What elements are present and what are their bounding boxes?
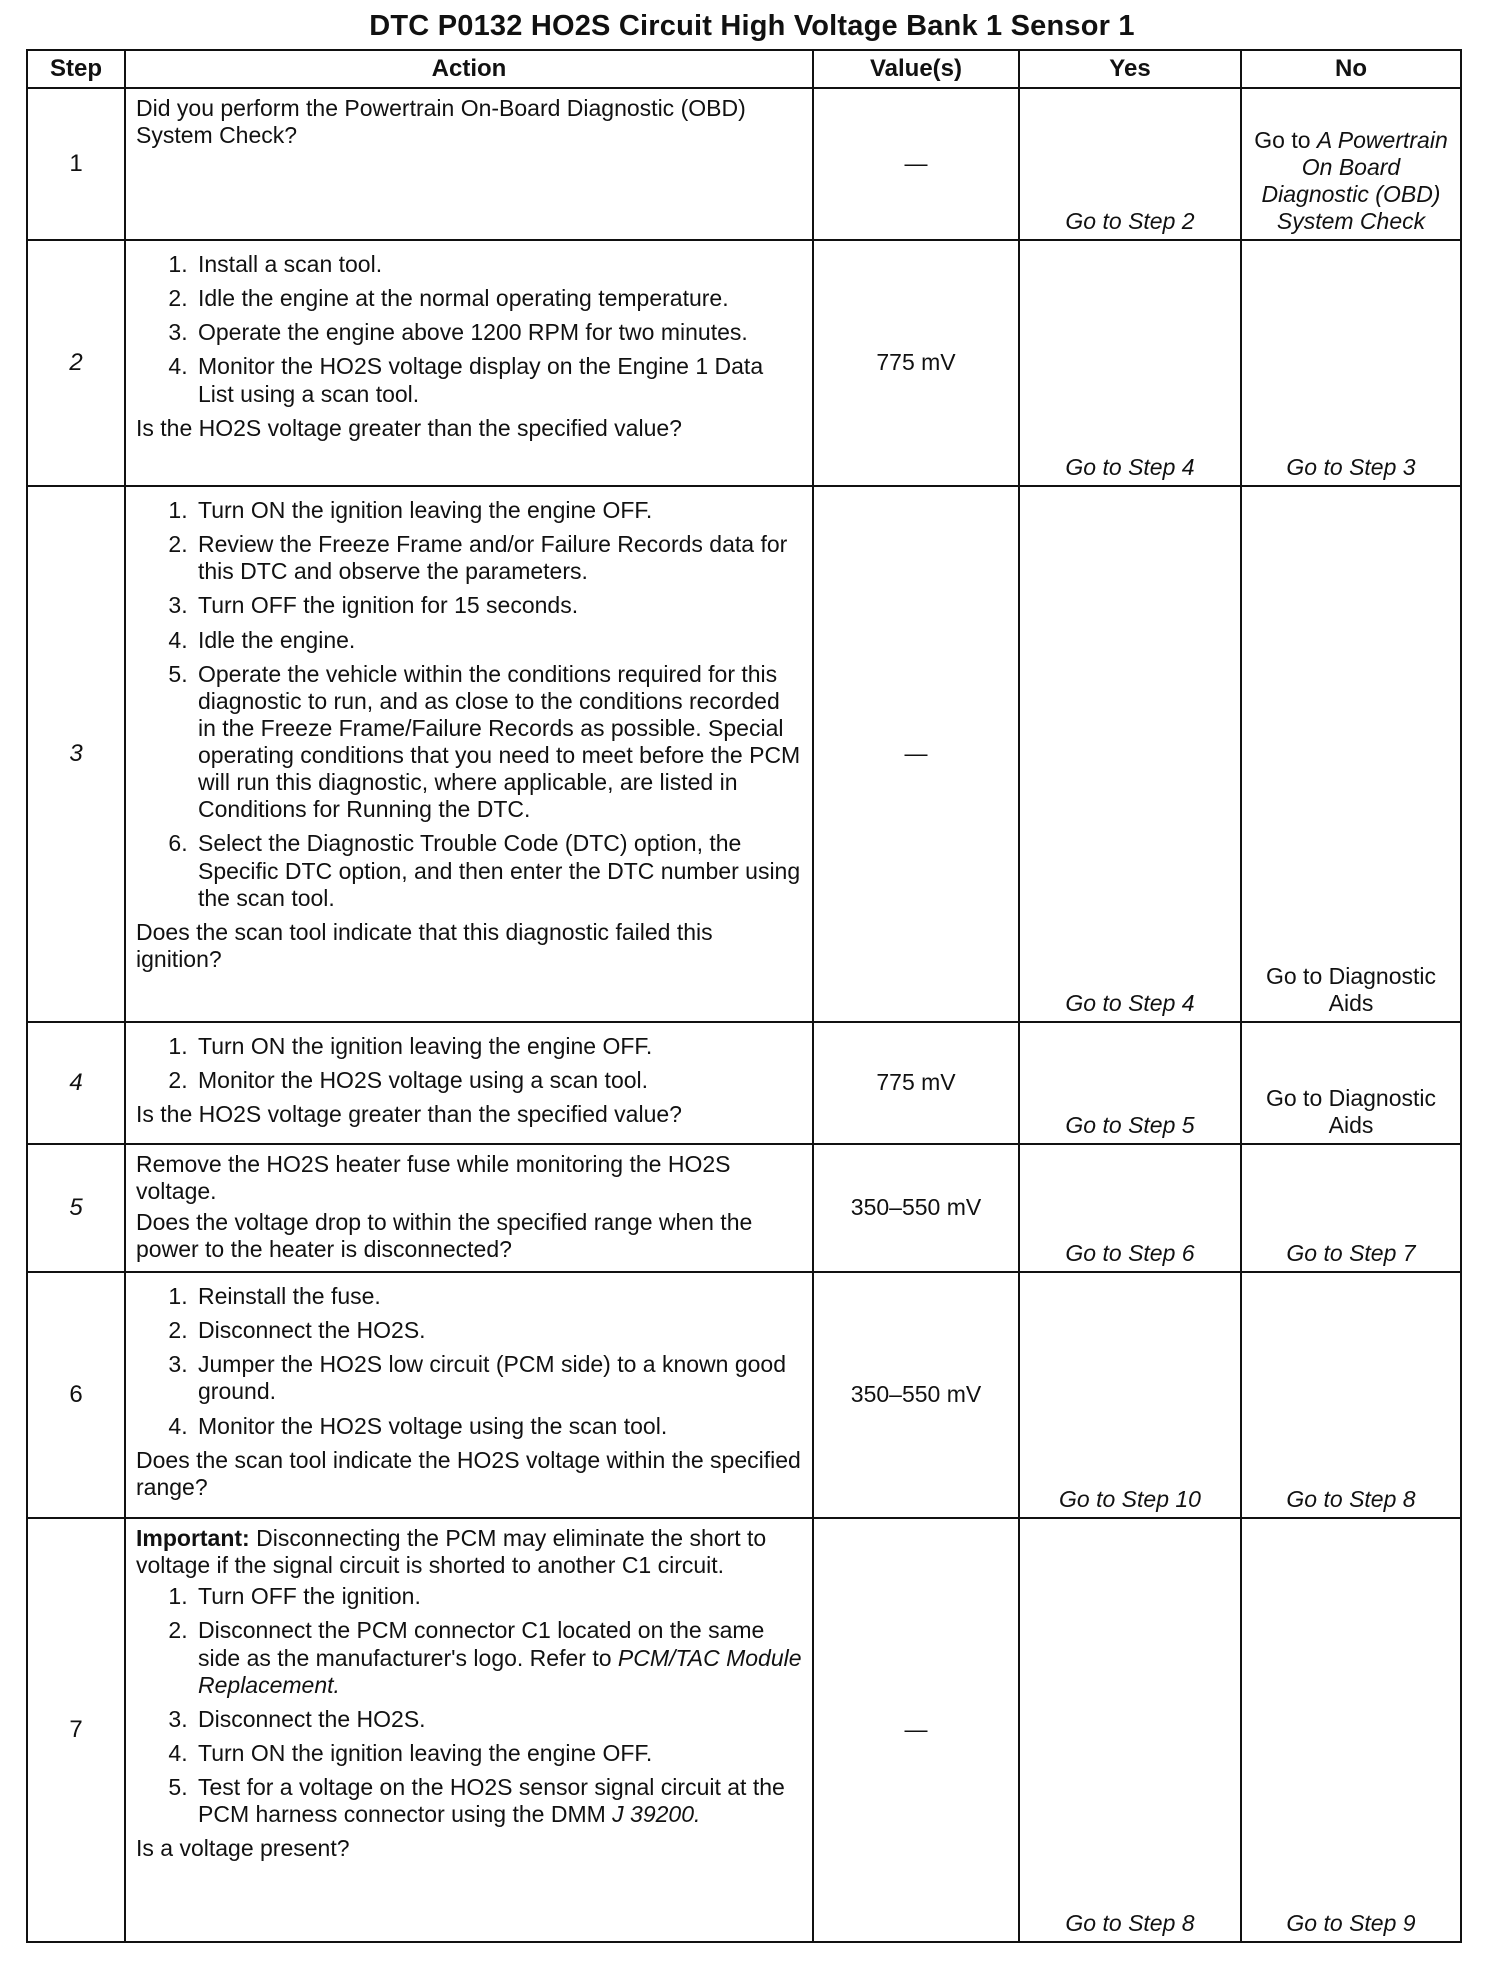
action-item: 1. Install a scan tool. bbox=[194, 251, 802, 278]
action-item: 1. Turn OFF the ignition. bbox=[194, 1583, 802, 1610]
header-action: Action bbox=[125, 50, 813, 88]
no-cell: Go to Step 9 bbox=[1241, 1518, 1461, 1942]
action-question: Is the HO2S voltage greater than the specified value? bbox=[136, 414, 682, 441]
diagnostic-table bbox=[26, 49, 1462, 1943]
no-cell: Go to Diagnostic Aids bbox=[1241, 486, 1461, 1022]
important-note bbox=[136, 1525, 802, 1579]
table-row-step-3 bbox=[27, 486, 1461, 1022]
action-item: 3. Disconnect the HO2S. bbox=[194, 1706, 802, 1733]
action-cell bbox=[125, 1022, 813, 1144]
yes-cell: Go to Step 6 bbox=[1019, 1144, 1241, 1272]
action-item: 1. Reinstall the fuse. bbox=[194, 1283, 802, 1310]
value-cell: 775 mV bbox=[813, 1022, 1019, 1144]
value-cell: — bbox=[813, 1518, 1019, 1942]
action-item-text: Disconnect the PCM connector C1 located on the same side as the manufacturer's logo. Refer to bbox=[198, 1617, 765, 1671]
action-item bbox=[194, 1617, 802, 1698]
action-item-reference: PCM/TAC Module Replacement. bbox=[198, 1644, 802, 1698]
yes-cell: Go to Step 4 bbox=[1019, 486, 1241, 1022]
action-list bbox=[136, 497, 802, 912]
step-number: 3 bbox=[27, 486, 125, 1022]
page-title: DTC P0132 HO2S Circuit High Voltage Bank 1 Sensor 1 bbox=[369, 10, 1135, 42]
no-cell: Go to Step 3 bbox=[1241, 240, 1461, 486]
action-item: 1. Turn ON the ignition leaving the engine OFF. bbox=[194, 497, 802, 524]
table-header-row bbox=[27, 50, 1461, 88]
action-item: 3. Operate the engine above 1200 RPM for two minutes. bbox=[194, 319, 802, 346]
action-cell bbox=[125, 1272, 813, 1518]
action-cell bbox=[125, 1144, 813, 1272]
action-cell bbox=[125, 240, 813, 486]
yes-cell: Go to Step 8 bbox=[1019, 1518, 1241, 1942]
action-question: Does the scan tool indicate the HO2S voltage within the specified range? bbox=[136, 1446, 801, 1500]
no-cell: Go to Step 8 bbox=[1241, 1272, 1461, 1518]
important-text: Disconnecting the PCM may eliminate the short to voltage if the signal circuit is shorted to another C1 circuit. bbox=[136, 1525, 767, 1579]
header-values: Value(s) bbox=[813, 50, 1019, 88]
action-item: 3. Jumper the HO2S low circuit (PCM side) to a known good ground. bbox=[194, 1351, 802, 1405]
important-label: Important: bbox=[136, 1525, 250, 1551]
action-list bbox=[136, 1033, 802, 1094]
value-cell: — bbox=[813, 486, 1019, 1022]
step-number: 1 bbox=[27, 88, 125, 240]
value-cell: 350–550 mV bbox=[813, 1144, 1019, 1272]
value-cell: 775 mV bbox=[813, 240, 1019, 486]
action-item: 2. Review the Freeze Frame and/or Failure Records data for this DTC and observe the parameters. bbox=[194, 531, 802, 585]
table-row-step-6 bbox=[27, 1272, 1461, 1518]
no-prefix: Go to bbox=[1254, 126, 1317, 153]
action-item bbox=[194, 1774, 802, 1828]
action-list bbox=[136, 251, 802, 408]
action-instruction: Remove the HO2S heater fuse while monitoring the HO2S voltage. bbox=[136, 1151, 731, 1205]
no-cell bbox=[1241, 88, 1461, 240]
action-question: Did you perform the Powertrain On-Board Diagnostic (OBD) System Check? bbox=[136, 95, 746, 149]
table-row-step-1 bbox=[27, 88, 1461, 240]
no-reference: A Powertrain On Board Diagnostic (OBD) System Check bbox=[1261, 126, 1448, 234]
action-item: 2. Monitor the HO2S voltage using a scan tool. bbox=[194, 1067, 802, 1094]
value-cell: — bbox=[813, 88, 1019, 240]
yes-cell: Go to Step 2 bbox=[1019, 88, 1241, 240]
action-list bbox=[136, 1583, 802, 1828]
action-item: 4. Monitor the HO2S voltage using the scan tool. bbox=[194, 1413, 802, 1440]
action-cell bbox=[125, 486, 813, 1022]
yes-cell: Go to Step 5 bbox=[1019, 1022, 1241, 1144]
action-item-text: Test for a voltage on the HO2S sensor signal circuit at the PCM harness connector using the DMM bbox=[198, 1774, 785, 1828]
action-question: Does the voltage drop to within the specified range when the power to the heater is disconnected? bbox=[136, 1209, 753, 1263]
action-cell bbox=[125, 88, 813, 240]
step-number: 5 bbox=[27, 1144, 125, 1272]
action-item: 3. Turn OFF the ignition for 15 seconds. bbox=[194, 592, 802, 619]
action-item: 1. Turn ON the ignition leaving the engine OFF. bbox=[194, 1033, 802, 1060]
action-item: 2. Disconnect the HO2S. bbox=[194, 1317, 802, 1344]
action-question: Is a voltage present? bbox=[136, 1835, 350, 1862]
action-question: Does the scan tool indicate that this diagnostic failed this ignition? bbox=[136, 918, 713, 972]
action-item: 4. Monitor the HO2S voltage display on the Engine 1 Data List using a scan tool. bbox=[194, 353, 802, 407]
step-number: 4 bbox=[27, 1022, 125, 1144]
action-cell bbox=[125, 1518, 813, 1942]
header-no: No bbox=[1241, 50, 1461, 88]
action-item: 4. Turn ON the ignition leaving the engine OFF. bbox=[194, 1740, 802, 1767]
header-yes: Yes bbox=[1019, 50, 1241, 88]
step-number: 6 bbox=[27, 1272, 125, 1518]
step-number: 7 bbox=[27, 1518, 125, 1942]
table-row-step-2 bbox=[27, 240, 1461, 486]
action-question: Is the HO2S voltage greater than the specified value? bbox=[136, 1101, 682, 1128]
action-item-reference: J 39200. bbox=[612, 1801, 701, 1828]
action-list bbox=[136, 1283, 802, 1440]
action-item: 4. Idle the engine. bbox=[194, 627, 802, 654]
yes-cell: Go to Step 10 bbox=[1019, 1272, 1241, 1518]
table-row-step-5 bbox=[27, 1144, 1461, 1272]
header-step: Step bbox=[27, 50, 125, 88]
action-item: 2. Idle the engine at the normal operating temperature. bbox=[194, 285, 802, 312]
yes-cell: Go to Step 4 bbox=[1019, 240, 1241, 486]
no-cell: Go to Diagnostic Aids bbox=[1241, 1022, 1461, 1144]
no-cell: Go to Step 7 bbox=[1241, 1144, 1461, 1272]
table-row-step-4 bbox=[27, 1022, 1461, 1144]
step-number: 2 bbox=[27, 240, 125, 486]
action-item: 6. Select the Diagnostic Trouble Code (DTC) option, the Specific DTC option, and then enter the DTC number using the scan tool. bbox=[194, 830, 802, 911]
action-item: 5. Operate the vehicle within the conditions required for this diagnostic to run, and as close to the conditions recorded in the Freeze Frame/Failure Records as possible. Special operating conditions that you need to meet before the PCM will run this diagnostic, where applicable, are listed in Conditions for Running the DTC. bbox=[194, 661, 802, 824]
value-cell: 350–550 mV bbox=[813, 1272, 1019, 1518]
table-row-step-7 bbox=[27, 1518, 1461, 1942]
